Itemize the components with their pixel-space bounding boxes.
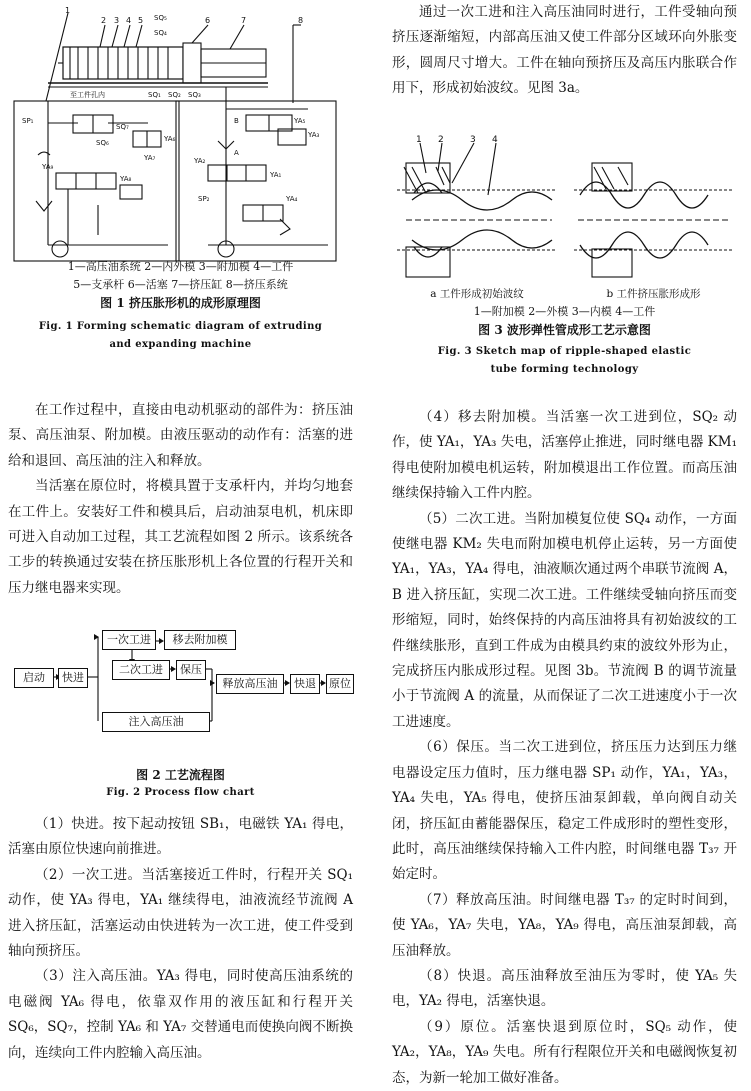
piston [183,43,201,83]
callout-7: 7 [241,16,247,25]
left-column-lower [8,812,353,1066]
figure-1-caption-en-2: and expanding machine [109,339,252,350]
figure-2-caption-en: Fig. 2 Process flow chart [106,787,255,798]
valve-label: SP₁ [22,117,34,125]
figure-1-schematic [8,5,353,279]
legend-line: 1—附加模 2—外模 3—内模 4—工件 [473,305,656,318]
subfig-a-label: a 工件形成初始波纹 [430,288,524,300]
left-column-upper [8,398,353,601]
sq-label: SQ₁ [148,91,161,99]
valve-label: YA₂ [194,157,206,165]
valve-label: SQ₇ [116,123,129,131]
paragraph: （3）注入高压油。YA₃ 得电，同时使高压油系统的电磁阀 YA₆ 得电，依靠双作用的液压缸和行程开关 SQ₆，SQ₇，控制 YA₆ 和 YA₇ 交替通电而使换向阀不断换向，连续向工件内腔输入高压油。 [8,968,353,1061]
callout-6: 6 [205,16,211,25]
paragraph: （7）释放高压油。时间继电器 T₃₇ 的定时时间到，使 YA₆，YA₇ 失电，YA₈，YA₉ 得电，高压油泵卸载，高压油释放。 [392,891,737,959]
valve-ya8 [120,185,142,199]
figure-2-caption: 图 2 工艺流程图 [136,768,225,782]
callout-2: 2 [101,16,107,25]
callout-1: 1 [65,6,71,15]
right-column-top [392,0,737,102]
valve-label: YA₁ [270,171,282,179]
figure-1-caption-en: Fig. 1 Forming schematic diagram of extruding [38,321,323,332]
hp-pump-icon [52,241,68,257]
callout-3: 3 [114,16,120,25]
paragraph: （8）快退。高压油释放至油压为零时，使 YA₅ 失电，YA₂ 得电，活塞快退。 [392,967,737,1010]
flow-box-first-feed: 一次工进 [102,630,156,650]
valve-label: YA₈ [120,175,132,183]
flow-box-origin: 原位 [326,674,354,694]
valve-label: YA₇ [144,154,156,162]
figure-3-legend [392,303,737,379]
hydraulic-schematic [8,5,353,279]
subfig-b-label: b 工件挤压胀形成形 [606,288,701,300]
paragraph: （9）原位。活塞快退到原位时，SQ₅ 动作，使 YA₂，YA₈，YA₉ 失电。所有行程限位开关和电磁阀恢复初态，为新一轮加工做好准备。 [392,1018,737,1086]
outer-die-a-bottom [406,247,450,277]
valve-label: YA₆ [164,135,176,143]
legend-line-1: 1—高压油系统 2—内外模 3—附加模 4—工件 [67,260,294,273]
valve-label: YA₅ [294,117,306,125]
paragraph: （6）保压。当二次工进到位，挤压压力达到压力继电器设定压力值时，压力继电器 SP₁ 动作，YA₁，YA₃，YA₄ 失电，YA₅ 得电，使挤压油泵卸载，单向阀自动关闭，挤压缸由蓄能器保压，稳定工件成形时的塑性变形，此时，高压油继续保持输入工件内腔，时间继电器 T₃₇ 开始定时。 [392,739,737,883]
flow-box-second-feed: 二次工进 [112,660,170,680]
die-stack [63,47,183,79]
figure-1-caption: 图 1 挤压胀形机的成形原理图 [100,296,261,310]
figure-1-legend [8,258,353,354]
figure-3-caption-en: Fig. 3 Sketch map of ripple-shaped elastic [437,346,692,357]
flow-box-inject: 注入高压油 [102,712,210,732]
sq-label: SQ₅ [154,14,167,22]
valve-label: YA₄ [286,195,298,203]
outer-die-b-bottom [592,249,632,277]
paragraph: 在工作过程中，直接由电动机驱动的部件为：挤压油泵、高压油泵、附加模。由液压驱动的动作有：活塞的进给和退回、高压油的注入和释放。 [8,402,353,469]
callout-1: 1 [416,135,422,145]
figure-2-flow-chart [8,625,353,745]
figure-2-captions [8,766,353,802]
paragraph: 通过一次工进和注入高压油同时进行，工件受轴向预挤压逐渐缩短，内部高压油又使工件部分区域环向外胀变形，圆周尺寸增大。工件在轴向预挤压及高压内胀联合作用下，形成初始波纹。见图 3a。 [392,4,737,97]
flow-box-fast-forward: 快进 [58,668,88,688]
paragraph: （2）一次工进。当活塞接近工件时，行程开关 SQ₁ 动作，使 YA₃ 得电，YA₁ 继续得电，油液流经节流阀 A 进入挤压缸，活塞运动由快进转为一次工进，使工件受到轴向预挤压。 [8,866,353,960]
paragraph: （1）快进。按下起动按钮 SB₁，电磁铁 YA₁ 得电，活塞由原位快速向前推进。 [8,816,353,858]
valve-label: YA₃ [308,131,320,139]
valve-label: YA₉ [42,163,54,171]
valve-ya9 [56,173,116,189]
right-column-body [392,405,737,1091]
flow-box-retract: 快退 [290,674,320,694]
figure-3-caption-en-2: tube forming technology [490,364,639,375]
sq-label: SQ₄ [154,29,167,37]
valve-label: SQ₆ [96,139,109,147]
valve-label: B [234,117,239,125]
callout-4: 4 [126,16,132,25]
paragraph: （4）移去附加模。当活塞一次工进到位，SQ₂ 动作，使 YA₁，YA₃ 失电，活塞停止推进，同时继电器 KM₁ 得电使附加模电机运转，附加模退出工作位置。而高压油继续保持输入工件内腔。 [392,409,737,502]
inner-label: 至工件孔内 [70,91,105,99]
paragraph: 当活塞在原位时，将模具置于支承杆内，并均匀地套在工件上。安装好工件和模具后，启动油泵电机，机床即可进入自动加工过程，其工艺流程如图 2 所示。该系统各工步的转换通过安装在挤压胀形机上各位置的行程开关和压力继电器来实现。 [8,478,353,596]
callout-8: 8 [298,16,304,25]
flow-box-remove-die: 移去附加模 [164,630,236,650]
flow-box-start: 启动 [14,668,54,688]
flow-box-release: 释放高压油 [216,674,284,694]
flow-box-hold: 保压 [176,660,206,680]
callout-3: 3 [470,135,476,145]
tube-forming-sketch [392,135,737,285]
figure-3-caption: 图 3 波形弹性管成形工艺示意图 [478,323,651,337]
paragraph: （5）二次工进。当附加模复位使 SQ₄ 动作，一方面使继电器 KM₂ 失电而附加模电机停止运转，另一方面使 YA₁，YA₃，YA₄ 得电，油液顺次通过两个串联节流阀 A，B 进入挤压缸，实现二次工进。工件继续受轴向挤压而变形缩短，同时，始终保持的内高压油将具有初始波纹的工件继续胀形，直到工件成为由模具约束的波纹外形为止，完成挤压内胀成形过程。见图 3b。节流阀 B 的调节流量小于节流阀 A 的流量，从而保证了二次工进速度小于一次工进速度。 [392,510,737,730]
callout-2: 2 [438,135,444,145]
sq-label: SQ₃ [188,91,201,99]
sq-label: SQ₂ [168,91,181,99]
figure-3-forming-sketch [392,135,737,310]
callout-5: 5 [138,16,144,25]
legend-line-2: 5—支承杆 6—活塞 7—挤压缸 8—挤压系统 [73,278,288,291]
valve-label: A [234,149,239,157]
outer-die-b [592,163,632,191]
valve-label: SP₂ [198,195,210,203]
callout-4: 4 [492,135,498,145]
valve-ya1 [208,165,266,181]
